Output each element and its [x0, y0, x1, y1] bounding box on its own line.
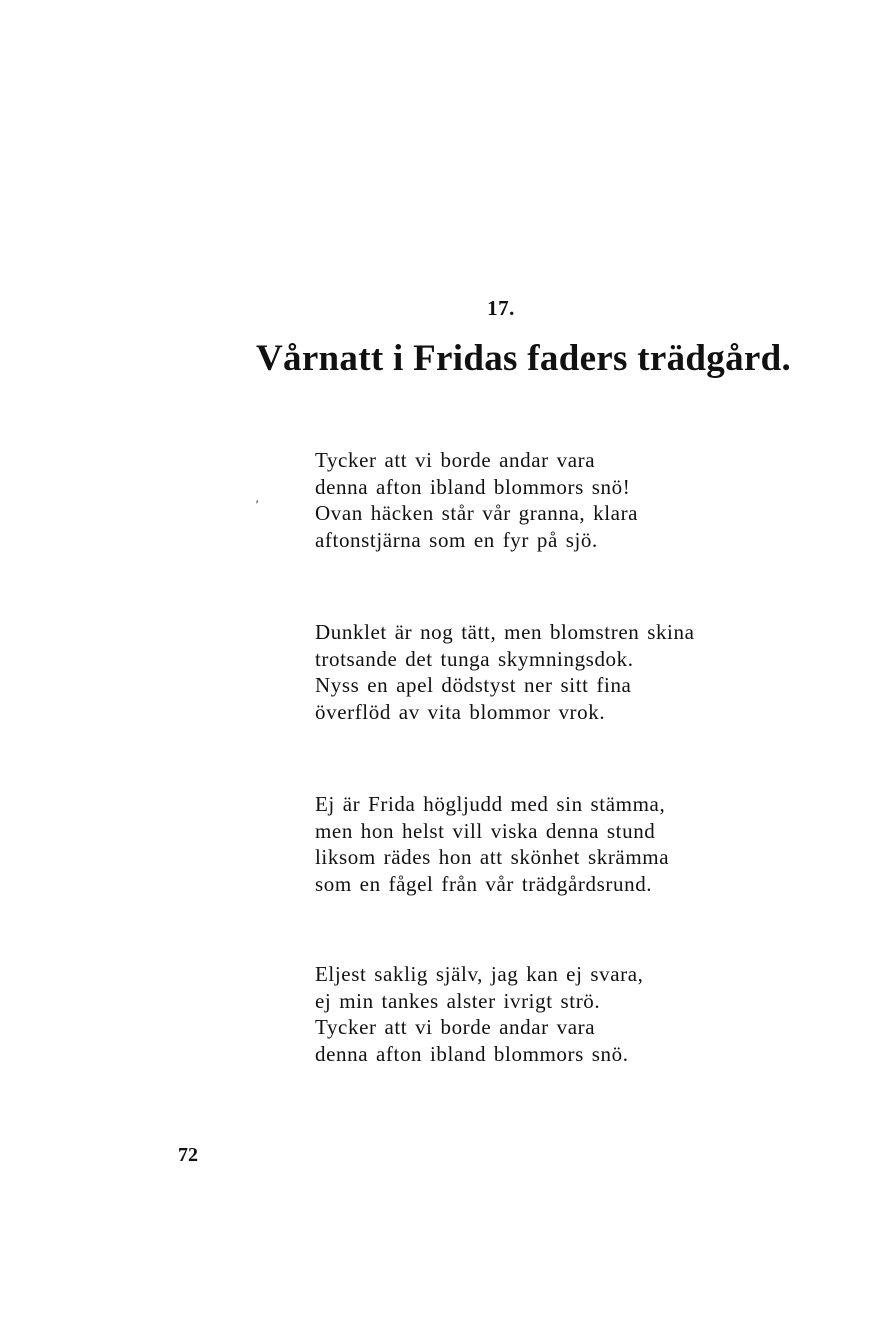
- poem-line: men hon helst vill viska denna stund: [315, 818, 656, 843]
- poem-line: trotsande det tunga skymningsdok.: [315, 646, 634, 671]
- margin-mark: ': [255, 497, 258, 512]
- poem-line: överflöd av vita blommor vrok.: [315, 699, 606, 724]
- poem-line: liksom rädes hon att skönhet skrämma: [315, 845, 670, 869]
- poem-line: denna afton ibland blommors snö.: [315, 1041, 629, 1066]
- poem-line: som en fågel från vår trädgårdsrund.: [315, 871, 653, 896]
- poem-line: denna afton ibland blommors snö!: [315, 474, 631, 499]
- stanza-4: [315, 961, 644, 1067]
- poem-line: aftonstjärna som en fyr på sjö.: [315, 527, 598, 552]
- poem-line: Dunklet är nog tätt, men blomstren skina: [315, 620, 695, 644]
- poem-line: Tycker att vi borde andar vara: [315, 448, 596, 472]
- poem-line: Nyss en apel dödstyst ner sitt fina: [315, 673, 632, 697]
- stanza-1: [315, 447, 638, 553]
- poem-line: Tycker att vi borde andar vara: [315, 1015, 596, 1039]
- stanza-3: [315, 791, 669, 897]
- poem-line: ej min tankes alster ivrigt strö.: [315, 988, 601, 1013]
- poem-title: Vårnatt i Fridas faders trädgård.: [256, 338, 792, 379]
- poem-line: Eljest saklig själv, jag kan ej svara,: [315, 962, 644, 986]
- page-number: 72: [178, 1144, 198, 1166]
- poem-number: 17.: [487, 296, 515, 320]
- poem-line: Ej är Frida högljudd med sin stämma,: [315, 792, 666, 816]
- stanza-2: [315, 619, 695, 725]
- poem-line: Ovan häcken står vår granna, klara: [315, 501, 639, 525]
